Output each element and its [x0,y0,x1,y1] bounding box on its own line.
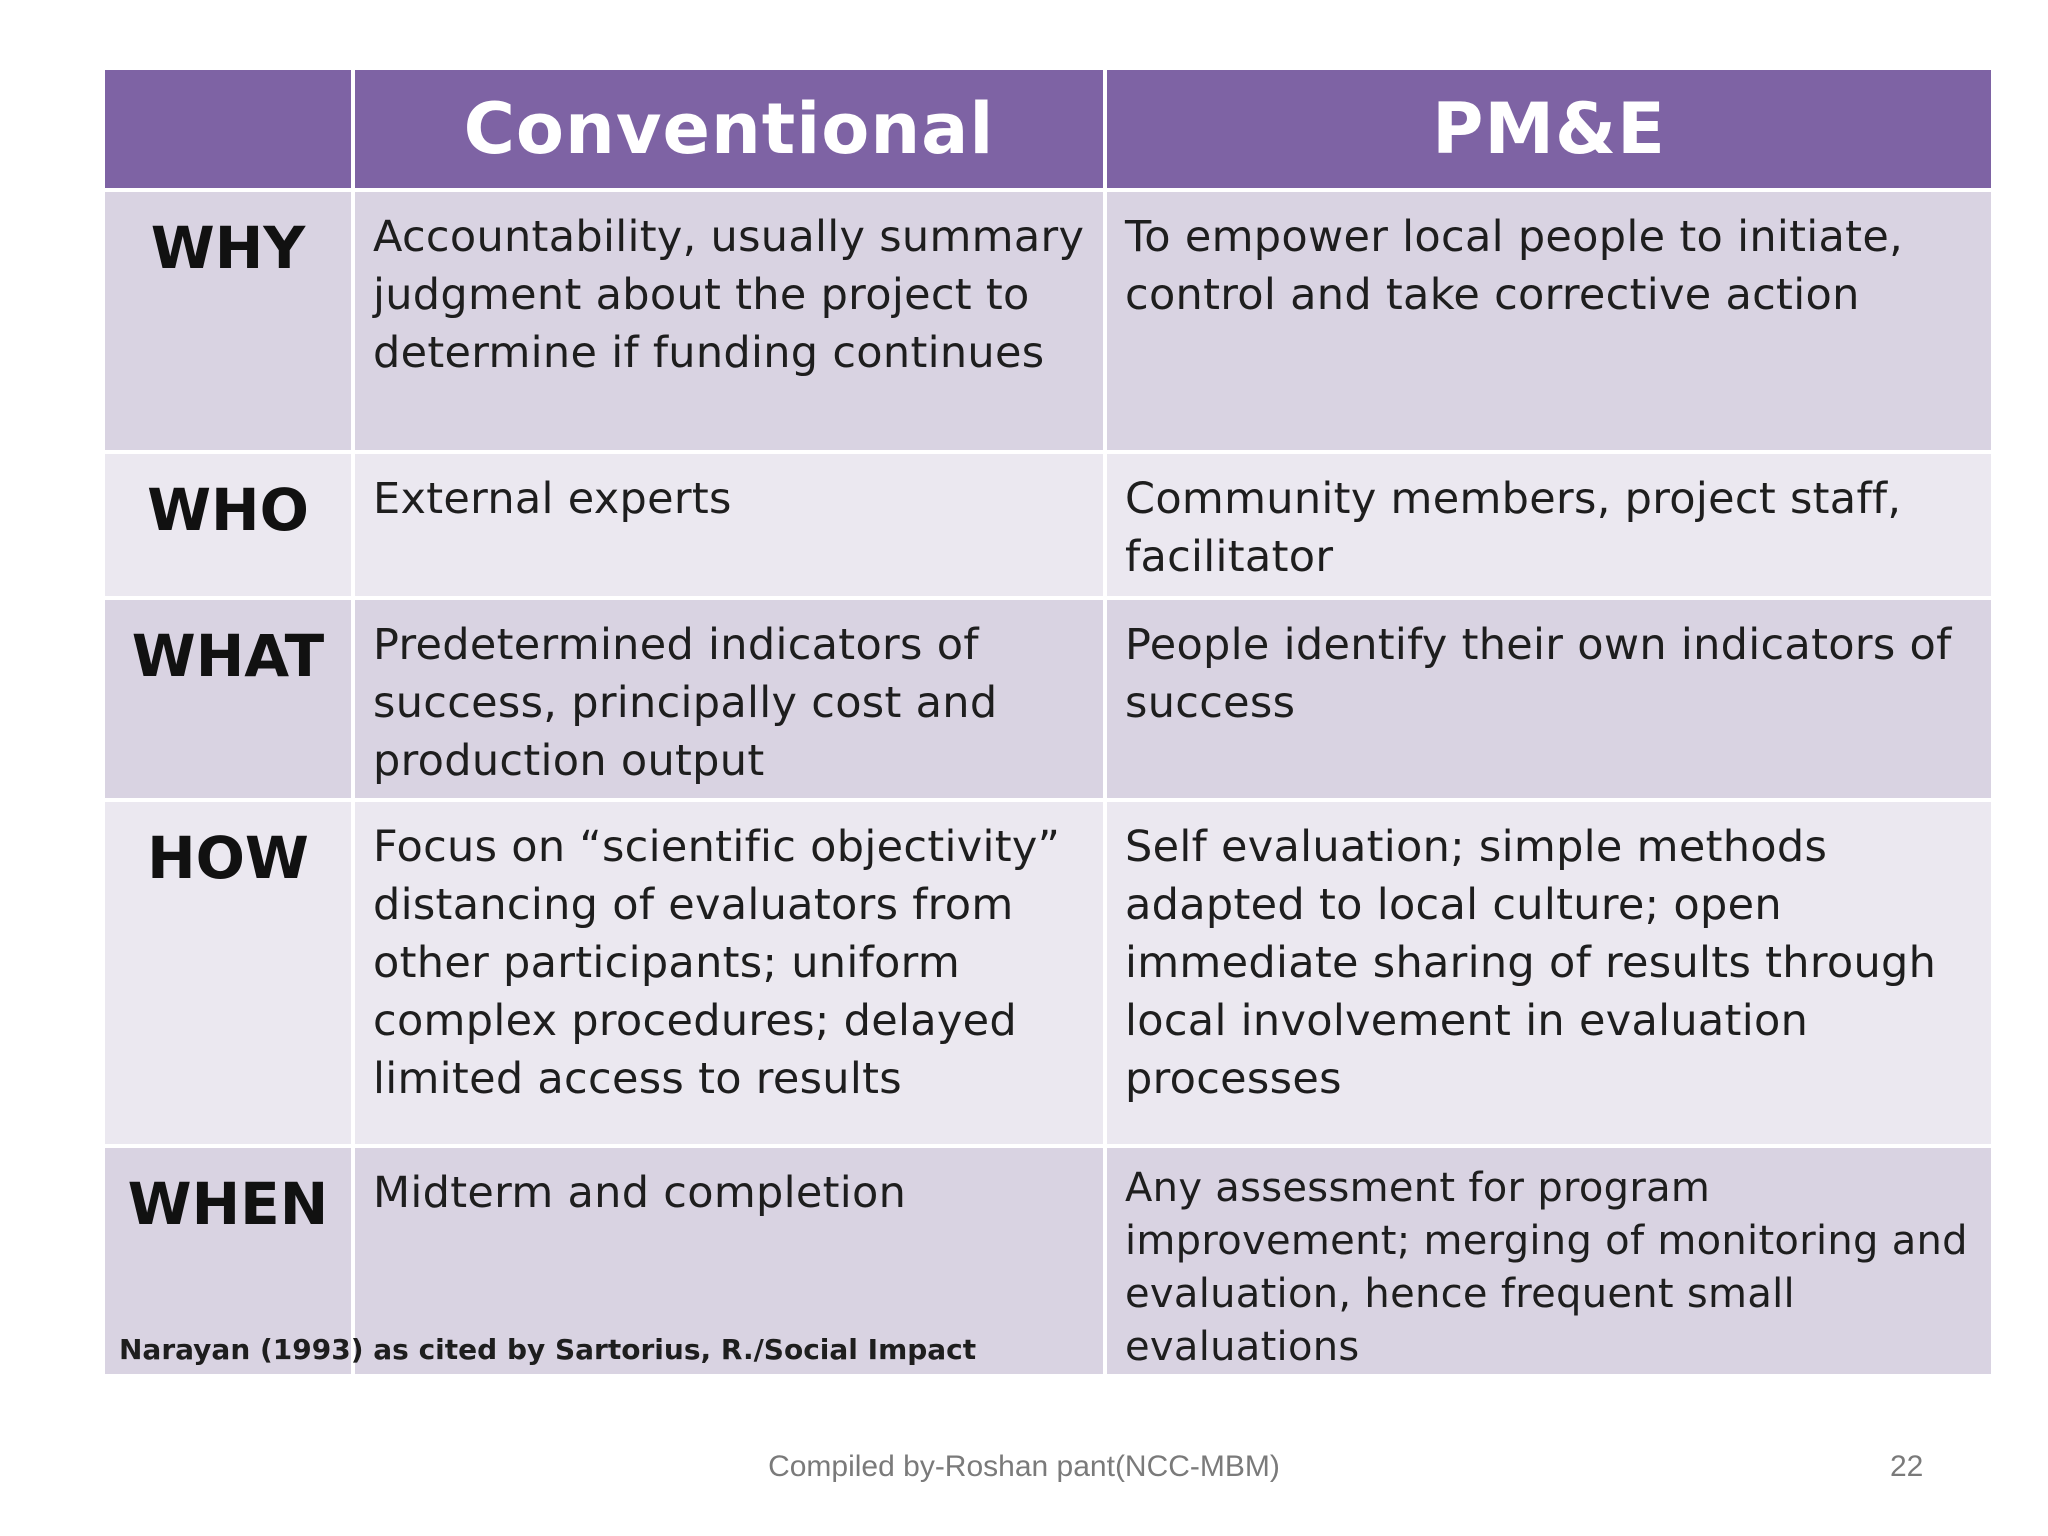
how-conventional-cell: Focus on “scientific objectivity” distancing of evaluators from other participants; uniform complex procedures; delayed limited access to results [355,802,1103,1144]
when-pme-cell: Any assessment for program improvement; merging of monitoring and evaluation, hence frequent small evaluations [1107,1148,1991,1374]
header-corner [105,70,351,188]
row-label-why: WHY [105,192,351,450]
how-pme-cell: Self evaluation; simple methods adapted to local culture; open immediate sharing of results through local involvement in evaluation processes [1107,802,1991,1144]
when-conventional-cell: Midterm and completion [355,1148,1103,1374]
why-conventional-cell: Accountability, usually summary judgment about the project to determine if funding continues [355,192,1103,450]
page-number: 22 [1890,1450,1924,1483]
row-label-who: WHO [105,454,351,596]
citation: Narayan (1993) as cited by Sartorius, R./Social Impact [119,1333,977,1366]
why-pme-cell: To empower local people to initiate, control and take corrective action [1107,192,1991,450]
who-pme-cell: Community members, project staff, facilitator [1107,454,1991,596]
header-pme: PM&E [1107,70,1991,188]
row-label-when-text: WHEN [127,1170,329,1238]
comparison-table [105,70,1991,1370]
who-conventional-cell: External experts [355,454,1103,596]
what-conventional-cell: Predetermined indicators of success, principally cost and production output [355,600,1103,798]
row-label-what: WHAT [105,600,351,798]
header-conventional: Conventional [355,70,1103,188]
footer-credit: Compiled by-Roshan pant(NCC-MBM) [768,1450,1280,1483]
what-pme-cell: People identify their own indicators of success [1107,600,1991,798]
row-label-how: HOW [105,802,351,1144]
